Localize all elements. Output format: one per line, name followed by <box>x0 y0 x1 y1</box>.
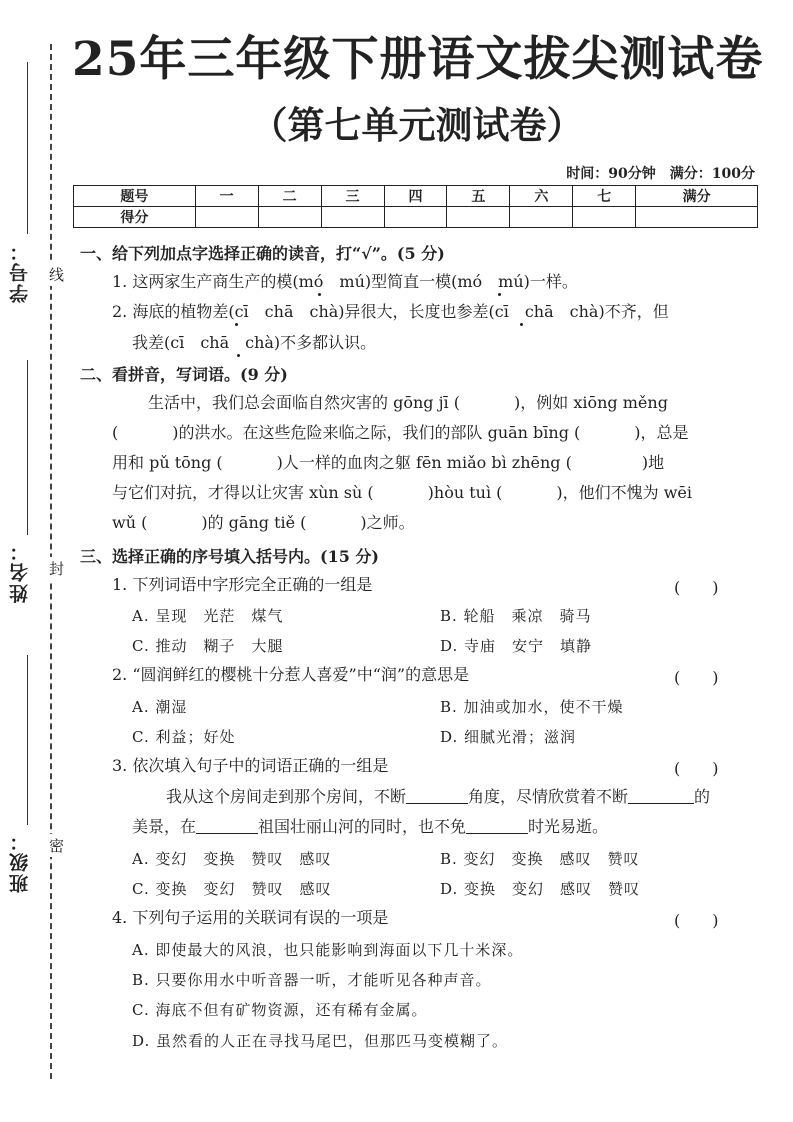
text-fragment: )人一样的血肉之躯 fēn miǎo bì zhēng ( <box>276 453 572 472</box>
score-cell: 四 <box>384 186 447 207</box>
fill-blank[interactable] <box>196 817 258 834</box>
text-fragment: 生活中，我们总会面临自然灾害的 gōng jī ( <box>148 393 461 412</box>
emphasis-dot <box>498 293 501 296</box>
q4-answer-paren[interactable]: ( ) <box>674 911 719 930</box>
q4-option-a[interactable]: A. 即使最大的风浪，也只能影响到海面以下几十米深。 <box>132 941 524 959</box>
cut-label-seal: 封 <box>46 557 67 580</box>
q1-answer-paren[interactable]: ( ) <box>674 578 719 597</box>
score-input-cell[interactable] <box>384 207 447 228</box>
text-fragment: )地 <box>641 453 665 472</box>
q2-option-c[interactable]: C. 利益；好处 <box>132 728 236 746</box>
student-id-label: 学号： <box>9 240 31 303</box>
section3-heading: 三、选择正确的序号填入括号内。(15 分) <box>80 547 379 566</box>
text-fragment: ( <box>112 423 119 442</box>
text-fragment: )hòu tuì ( <box>427 483 503 502</box>
q2-answer-paren[interactable]: ( ) <box>674 668 719 687</box>
name-label: 姓名： <box>9 540 31 603</box>
text-fragment: 与它们对抗，才得以让灾害 xùn sù ( <box>112 483 374 502</box>
score-cell: 三 <box>321 186 384 207</box>
q2-option-d[interactable]: D. 细腻光滑；滋润 <box>440 728 577 746</box>
q4-option-c[interactable]: C. 海底不但有矿物资源，还有稀有金属。 <box>132 1001 428 1019</box>
page-title: 25年三年级下册语文拔尖测试卷 <box>72 32 764 87</box>
name-field[interactable] <box>27 360 28 535</box>
time-info: 时间：90分钟 满分：100分 <box>566 166 755 182</box>
section2-line1 <box>148 393 668 413</box>
fill-blank[interactable] <box>466 817 528 834</box>
score-cell: 题号 <box>74 186 196 207</box>
section1-q1: 1. 这两家生产商生产的模(mó mú)型简直一模(mó mú)一样。 <box>112 272 578 291</box>
text-fragment: )的洪水。在这些危险来临之际，我们的部队 guān bīng ( <box>172 423 581 442</box>
q3-option-d[interactable]: D. 变换 变幻 感叹 赞叹 <box>440 880 641 898</box>
score-cell: 一 <box>195 186 258 207</box>
class-label: 班级： <box>9 830 31 893</box>
text-fragment: 角度，尽情欣赏着不断 <box>468 787 629 806</box>
section1-heading: 一、给下列加点字选择正确的读音，打“√”。(5 分) <box>80 244 445 263</box>
score-cell: 二 <box>258 186 321 207</box>
q1-option-a[interactable]: A. 呈现 光茫 煤气 <box>132 607 284 625</box>
score-table <box>73 185 758 228</box>
q1-stem: 1. 下列词语中字形完全正确的一组是 <box>112 575 373 594</box>
text-fragment: )，总是 <box>634 423 689 442</box>
score-cell: 七 <box>573 186 636 207</box>
emphasis-dot <box>318 293 321 296</box>
score-cell: 六 <box>510 186 573 207</box>
section2-line3 <box>112 453 664 473</box>
q3-stem: 3. 依次填入句子中的词语正确的一组是 <box>112 756 389 775</box>
student-id-field[interactable] <box>27 62 28 234</box>
fill-blank[interactable] <box>406 787 468 804</box>
score-cell: 满分 <box>636 186 758 207</box>
section1-q2-line2: 我差(cī chā chà)不多都认识。 <box>132 333 377 352</box>
q1-option-d[interactable]: D. 寺庙 安宁 填静 <box>440 637 593 655</box>
score-table-header-row <box>74 186 758 207</box>
page-subtitle: （第七单元测试卷） <box>250 103 584 147</box>
q3-option-c[interactable]: C. 变换 变幻 赞叹 感叹 <box>132 880 332 898</box>
q3-option-b[interactable]: B. 变幻 变换 感叹 赞叹 <box>440 850 640 868</box>
cut-label-secret: 密 <box>46 834 67 857</box>
q4-option-d[interactable]: D. 虽然看的人正在寻找马尾巴，但那匹马变模糊了。 <box>132 1032 509 1050</box>
score-row-label: 得分 <box>74 207 196 228</box>
emphasis-dot <box>235 323 238 326</box>
text-fragment: 时光易逝。 <box>528 817 609 836</box>
text-fragment: 我从这个房间走到那个房间，不断 <box>166 787 407 806</box>
q4-stem: 4. 下列句子运用的关联词有误的一项是 <box>112 908 389 927</box>
emphasis-dot <box>520 323 523 326</box>
score-table-score-row <box>74 207 758 228</box>
q2-option-a[interactable]: A. 潮湿 <box>132 698 188 716</box>
score-input-cell[interactable] <box>258 207 321 228</box>
class-field[interactable] <box>27 655 28 825</box>
text-fragment: )之师。 <box>360 513 415 532</box>
q1-option-b[interactable]: B. 轮船 乘凉 骑马 <box>440 607 592 625</box>
text-fragment: 美景，在 <box>132 817 197 836</box>
cut-label-line: 线 <box>46 263 67 286</box>
section2-line4 <box>112 483 692 503</box>
text-fragment: 祖国壮丽山河的同时，也不免 <box>258 817 467 836</box>
section2-line2 <box>112 423 689 443</box>
q3-option-a[interactable]: A. 变幻 变换 赞叹 感叹 <box>132 850 332 868</box>
score-input-cell[interactable] <box>321 207 384 228</box>
q3-sentence-line1 <box>166 787 710 807</box>
text-fragment: 用和 pǔ tōng ( <box>112 453 223 472</box>
text-fragment: )的 gāng tiě ( <box>201 513 307 532</box>
q3-sentence-line2 <box>132 817 608 837</box>
text-fragment: 的 <box>694 787 711 806</box>
score-cell: 五 <box>447 186 510 207</box>
text-fragment: )，例如 xiōng měng <box>514 393 668 412</box>
q1-option-c[interactable]: C. 推动 糊子 大腿 <box>132 637 284 655</box>
q2-option-b[interactable]: B. 加油或加水，使不干燥 <box>440 698 624 716</box>
score-input-cell[interactable] <box>510 207 573 228</box>
q3-answer-paren[interactable]: ( ) <box>674 759 719 778</box>
text-fragment: )，他们不愧为 wēi <box>556 483 693 502</box>
section2-heading: 二、看拼音，写词语。(9 分) <box>80 365 288 384</box>
score-input-cell[interactable] <box>447 207 510 228</box>
section2-line5 <box>112 513 415 533</box>
text-fragment: wǔ ( <box>112 513 148 532</box>
q2-stem: 2. “圆润鲜红的樱桃十分惹人喜爱”中“润”的意思是 <box>112 665 470 684</box>
score-input-cell[interactable] <box>636 207 758 228</box>
emphasis-dot <box>237 354 240 357</box>
score-input-cell[interactable] <box>195 207 258 228</box>
section1-q2-line1: 2. 海底的植物差(cī chā chà)异很大，长度也参差(cī chā chà)不齐，但 <box>112 302 669 321</box>
score-input-cell[interactable] <box>573 207 636 228</box>
q4-option-b[interactable]: B. 只要你用水中听音器一听，才能听见各种声音。 <box>132 971 492 989</box>
fill-blank[interactable] <box>628 787 694 804</box>
